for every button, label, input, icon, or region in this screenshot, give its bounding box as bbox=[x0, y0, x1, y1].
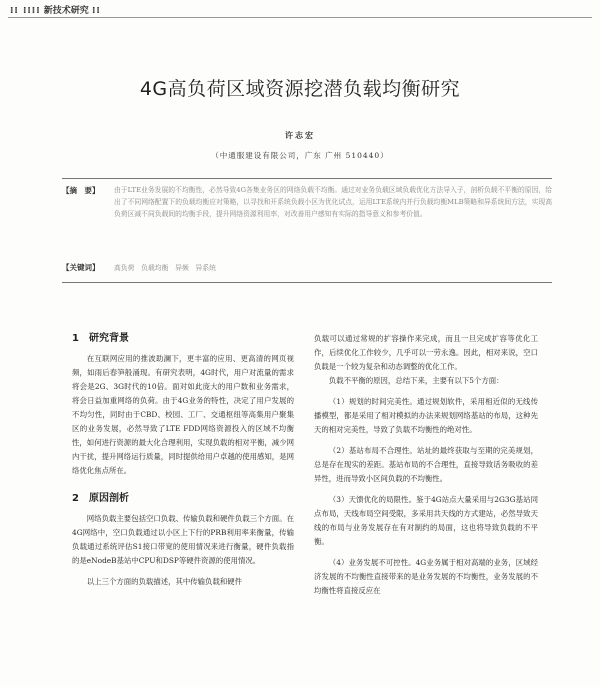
right-paragraph-4: （2）基站布局不合理性。站址的最终获取与至期的完美规划，总是存在现实的差距。基站布局的不合理性，直接导致话务吸收的差异性，进而导致小区间负载的不均衡性。 bbox=[314, 446, 538, 483]
right-column bbox=[314, 332, 538, 598]
right-paragraph-1: 负载可以通过常规的扩容操作来完成，而且一旦完成扩容等优化工作，后续优化工作较少，几乎可以一劳永逸。因此，相对来说，空口负载是一个较为复杂和动态调整的优化工作。 bbox=[314, 334, 538, 371]
paragraph-gap bbox=[314, 486, 538, 493]
abstract-bottom-rule bbox=[62, 282, 552, 283]
section-2-paragraph-1: 网络负载主要包括空口负载、传输负载和硬件负载三个方面。在4G网络中，空口负载通过以小区上下行的PRB利用率来衡量，传输负载通过系统评估S1接口带宽的使用情况来进行衡量，硬件负载指的是eNodeB基站中CPU和DSP等硬件资源的使用情况。 bbox=[72, 514, 294, 565]
abstract-text: 由于LTE业务发展的不均衡性，必然导致4G各集业务区的网络负载不均衡。通过对业务负载区域负载优化方法导入子，剖析负载不平衡的原因，给出了不同网络配置下的负载均衡应对策略，以寻找和开系统负载小区为优化试点，运用LTE系统内并行负载均衡MLB策略和异系统间方法，实现高负荷区减不同负载间的均衡手段，提升网络资源利用率，对改善用户感知有实际的指导意义和参考价值。 bbox=[114, 186, 552, 218]
section-1-paragraph: 在互联网应用的推波助澜下，更丰富的应用、更高清的网页视频，如雨后春笋般涌现。有研究表明，4G时代，用户对流量的需求将会是2G、3G时代的10倍。面对如此庞大的用户数和业务需求，将会日益加重网络的负荷。由于4G业务的特性，决定了用户发展的不均匀性，同时由于CBD、校园、工厂、交通枢纽等高集用户聚集区的业务发展，必然导致了LTE FDD网络资源投入的区域不均衡性，如何进行资源的最大化合理利用，实现负载的相对平衡，减少网内干扰，提升网络运行质量，同时提供给用户卓越的使用感知，是网络优化焦点所在。 bbox=[72, 354, 294, 475]
right-paragraph-5: （3）天馈优化的局限性。鉴于4G站点大量采用与2G3G基站同点布局，天线布局空间受限，多采用共天线的方式建站，必然导致天线的布局与业务发展存在有对制约的局面，这也将导致负载的不平衡。 bbox=[314, 495, 538, 546]
header-marks-end: ⁞⁞ bbox=[91, 6, 101, 16]
right-paragraph-3: （1）规划的时间完美性。通过规划软件，采用相近似的无线传播模型，都是采用了相对模拟的办法来规划网络基站的布局，这种先天的相对完美性，导致了负载不均衡性的绝对性。 bbox=[314, 397, 538, 434]
paragraph-gap bbox=[314, 388, 538, 395]
section-1-heading: 1 研究背景 bbox=[72, 333, 129, 344]
keywords-text: 高负荷 负载均衡 异频 异系统 bbox=[114, 264, 216, 272]
right-paragraph-6: （4）业务发展不可控性。4G业务属于相对高端的业务，区域经济发展的不均衡性直接带来的是业务发展的不均衡性，业务发展的不均衡性将直接反应在 bbox=[314, 558, 538, 595]
paragraph-gap bbox=[314, 549, 538, 556]
paper-title: 4G高负荷区域资源挖潜负载均衡研究 bbox=[139, 78, 461, 100]
left-column bbox=[72, 332, 294, 589]
paragraph-gap bbox=[72, 568, 294, 575]
abstract-label: 【摘 要】 bbox=[62, 186, 100, 195]
paragraph-gap bbox=[314, 437, 538, 444]
author-name: 许志宏 bbox=[285, 130, 315, 140]
keywords-label: 【关键词】 bbox=[62, 263, 100, 272]
header-column-name: 新技术研究 bbox=[43, 6, 89, 16]
right-paragraph-2: 负载不平衡的原因，总结下来，主要有以下5个方面： bbox=[328, 376, 504, 385]
running-header bbox=[10, 3, 600, 17]
abstract-top-rule bbox=[62, 178, 552, 179]
section-2-heading: 2 原因剖析 bbox=[72, 493, 129, 504]
section-gap bbox=[72, 478, 294, 492]
header-marks: ⁞⁞ ⁞⁞⁞⁞ bbox=[10, 6, 41, 16]
header-divider bbox=[8, 17, 592, 18]
section-2-paragraph-2: 以上三个方面的负载描述，其中传输负载和硬件 bbox=[86, 577, 243, 586]
author-affiliation: （中通服建设有限公司，广东 广州 510440） bbox=[211, 151, 389, 160]
